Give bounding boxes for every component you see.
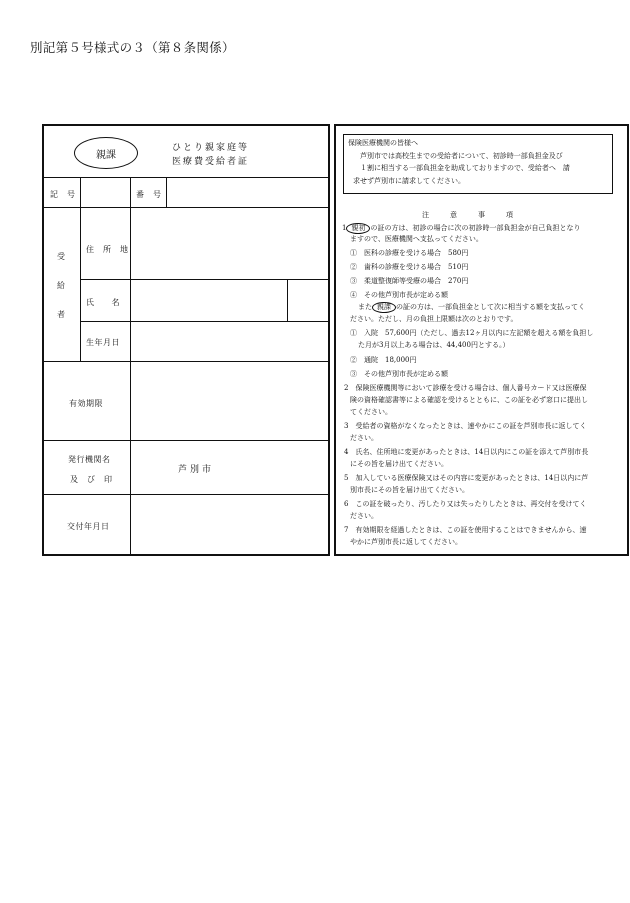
note-line: 5 加入している医療保険又はその内容に変更があったときは、14日以内に芦 — [344, 474, 589, 482]
note-line: 別市長にその旨を届け出てください。 — [350, 486, 469, 494]
note-line: 険の資格確認書等による確認を受けるとともに、この証を必ず窓口に提出し — [350, 396, 588, 404]
recipient-label-2: 給 — [57, 281, 66, 290]
validity-label: 有効期限 — [69, 399, 103, 408]
note-item: ③ 柔道整復師等受療の場合 270円 — [350, 277, 469, 285]
note-item: ② 通院 18,000円 — [350, 356, 417, 364]
dob-label: 生年月日 — [86, 338, 120, 347]
note-text: の証の方は、初診の場合に次の初診時一部負担金が自己負担となり — [370, 224, 581, 232]
note-line: にその旨を届け出てください。 — [350, 460, 448, 468]
divider — [80, 321, 330, 322]
divider — [44, 440, 330, 441]
note-line: ださい。ただし、月の負担上限額は次のとおりです。 — [350, 315, 518, 323]
certificate-front — [42, 124, 330, 556]
badge-oyaka-small: 親課 — [372, 302, 396, 313]
note-1-line — [342, 223, 580, 234]
divider — [130, 177, 131, 207]
notice-line: 芦別市では高校生までの受給者について、初診時一部負担金及び — [360, 151, 563, 160]
badge-oyasho: 親初 — [346, 223, 370, 234]
divider — [130, 207, 131, 361]
note-item: ③ その他芦別市長が定める額 — [350, 370, 448, 378]
note-line: ださい。 — [350, 512, 378, 520]
kigou-label: 記 号 — [50, 190, 76, 199]
divider — [166, 177, 167, 207]
page-heading: 別記第５号様式の３（第８条関係） — [30, 40, 235, 55]
note-text: の証の方は、一部負担金として次に相当する額を支払ってく — [396, 303, 585, 311]
divider — [44, 177, 330, 178]
notice-line: 求せず芦別市に請求してください。 — [353, 176, 465, 185]
issue-date-label: 交付年月日 — [67, 522, 110, 531]
title-line2: 医療費受給者証 — [172, 157, 250, 167]
divider — [80, 279, 330, 280]
title-line1: ひとり親家庭等 — [172, 143, 250, 153]
notice-line: １割に相当する一部負担金を助成しておりますので、受給者へ 請 — [360, 164, 570, 172]
note-line: やかに芦別市長に返してください。 — [350, 538, 462, 546]
recipient-label-1: 受 — [57, 252, 66, 261]
notes-heading: 注 意 事 項 — [422, 211, 513, 219]
note-item: ① 医科の診療を受ける場合 580円 — [350, 249, 469, 257]
note-line: ますので、医療機関へ支払ってください。 — [350, 235, 483, 243]
divider — [130, 361, 131, 556]
issuer-value: 芦別市 — [178, 465, 215, 475]
divider — [80, 177, 81, 207]
name-label: 氏 名 — [86, 298, 120, 307]
divider — [44, 494, 330, 495]
notice-box — [343, 134, 613, 194]
address-label: 住 所 地 — [86, 245, 129, 254]
badge-oyaka: 親課 — [74, 137, 138, 169]
note-line: ださい。 — [350, 434, 378, 442]
divider — [44, 207, 330, 208]
note-line — [358, 302, 585, 313]
note-line: てください。 — [350, 408, 392, 416]
note-item: ① 入院 57,600円（ただし、過去12ヶ月以内に左記額を超える額を負担し — [350, 329, 594, 337]
note-line: 2 保険医療機関等において診療を受ける場合は、個人番号カード又は医療保 — [344, 384, 587, 392]
note-line: 4 氏名、住所地に変更があったときは、14日以内にこの証を添えて芦別市長 — [344, 448, 589, 456]
note-item: ④ その他芦別市長が定める額 — [350, 291, 448, 299]
issuer-label-line1: 発行機関名 — [68, 455, 111, 464]
note-number: 1 — [342, 224, 347, 232]
bangou-label: 番 号 — [136, 190, 162, 199]
issuer-label-line2: 及 び 印 — [70, 475, 113, 484]
note-line: 7 有効期限を経過したときは、この証を使用することはできませんから、速 — [344, 526, 587, 534]
note-line: 6 この証を破ったり、汚したり又は失ったりしたときは、再交付を受けてく — [344, 500, 587, 508]
note-text: また — [358, 303, 372, 311]
note-line: た月が3月以上ある場合は、44,400円とする。） — [358, 341, 510, 349]
divider — [80, 207, 81, 361]
certificate-back — [334, 124, 629, 556]
divider — [287, 279, 288, 321]
note-item: ② 歯科の診療を受ける場合 510円 — [350, 263, 469, 271]
recipient-label-3: 者 — [57, 310, 66, 319]
divider — [44, 361, 330, 362]
notice-line: 保険医療機関の皆様へ — [348, 139, 418, 147]
note-line: 3 受給者の資格がなくなったときは、速やかにこの証を芦別市長に返してく — [344, 422, 587, 430]
